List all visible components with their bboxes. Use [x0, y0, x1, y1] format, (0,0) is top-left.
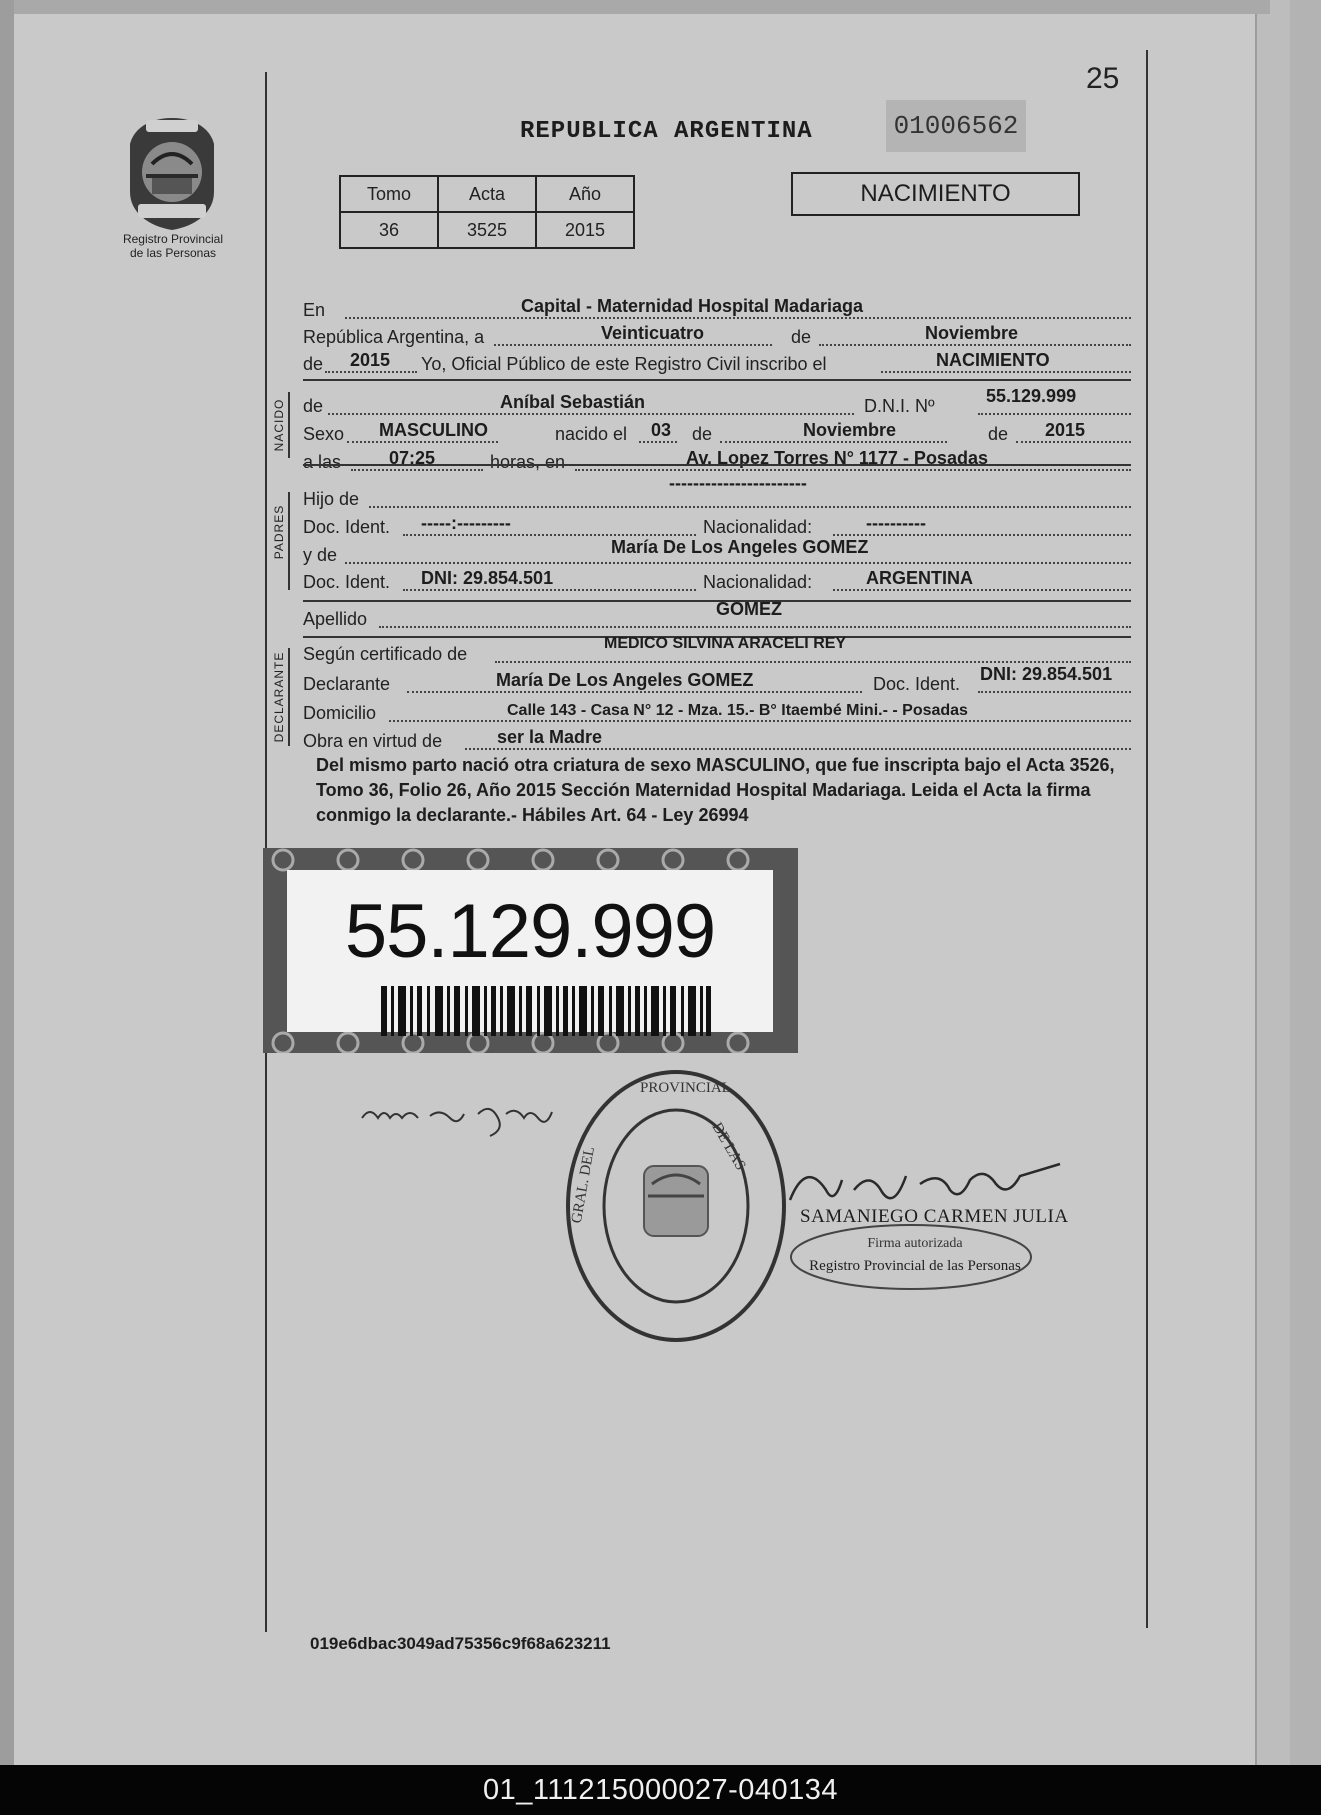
label-doc-ident3: Doc. Ident. [873, 674, 961, 694]
dots [819, 344, 1131, 346]
dots [978, 691, 1131, 693]
value-month: Noviembre [925, 323, 1019, 343]
registry-label [100, 232, 246, 260]
label-hijo-de: Hijo de [303, 489, 360, 509]
value-capacity: ser la Madre [497, 727, 603, 747]
value-year: 2015 [350, 350, 391, 370]
side-label-padres: PADRES [272, 504, 286, 560]
row-declarant [303, 664, 1131, 697]
serial-number: 01006562 [886, 100, 1026, 152]
register-header-acta: Acta [438, 176, 536, 212]
dots [389, 720, 1131, 722]
declarant-signature-icon [360, 1078, 560, 1138]
dots [833, 534, 1131, 536]
dots [347, 441, 498, 443]
observation-note: Del mismo parto nació otra criatura de sexo MASCULINO, que fue inscripta bajo el Acta 3526, Tomo 36, Folio 26, Año 2015 Sección Maternidad Hospital Madariaga. Leida el Acta la firma conmigo la declarante.- Hábiles Art. 64 - Ley 26994 [316, 755, 1115, 825]
value-birth-month: Noviembre [803, 420, 897, 440]
stamp-line2: Registro Provincial de las Personas [809, 1258, 1021, 1274]
row-sex [303, 417, 1131, 447]
label-nacionalidad: Nacionalidad: [703, 517, 813, 537]
dots [978, 413, 1131, 415]
dni-number-large: 55.129.999 [344, 889, 716, 974]
row-place [303, 293, 1131, 323]
row-mother [303, 538, 1131, 568]
registry-label-line1: Registro Provincial [122, 232, 224, 246]
register-table-header-row [340, 176, 634, 212]
svg-text:GRAL. DEL: GRAL. DEL [568, 1145, 599, 1225]
document-type-box: NACIMIENTO [791, 172, 1080, 216]
label-declarante: Declarante [303, 674, 391, 694]
official-seal-icon [562, 1066, 790, 1346]
label-de-name: de [303, 396, 324, 416]
value-birth-year: 2015 [1045, 420, 1086, 440]
value-dni: 55.129.999 [986, 386, 1077, 406]
row-address [303, 696, 1131, 726]
authorization-stamp-icon [788, 1222, 1034, 1292]
dots [351, 469, 483, 471]
dots [403, 534, 696, 536]
value-certificate: MEDICO SILVINA ARACELI REY [604, 635, 847, 652]
top-shadow [0, 0, 1270, 14]
value-address: Calle 143 - Casa N° 12 - Mza. 15.- B° Itaembé Mini.- - Posadas [507, 702, 968, 719]
right-margin-line [1146, 50, 1148, 1628]
row-date [303, 320, 1131, 350]
label-republica: República Argentina, a [303, 327, 485, 347]
country-heading: REPUBLICA ARGENTINA [520, 118, 813, 145]
dots [720, 441, 947, 443]
dots [407, 691, 862, 693]
row-father-doc [303, 510, 1131, 540]
side-label-nacido: NACIDO [272, 398, 286, 452]
dots [379, 626, 1131, 628]
dots [465, 748, 1131, 750]
dots [639, 441, 677, 443]
dots [494, 344, 772, 346]
label-dni: D.N.I. Nº [864, 396, 935, 416]
svg-text:DE LAS: DE LAS [708, 1120, 749, 1174]
province-crest-icon [122, 114, 222, 232]
dots [833, 589, 1131, 591]
dots [881, 371, 1131, 373]
label-de: de [791, 327, 812, 347]
label-y-de: y de [303, 545, 338, 565]
label-de-year: de [303, 354, 324, 374]
dots [495, 661, 1131, 663]
dni-barcode-label [263, 848, 798, 1053]
dots [345, 562, 1131, 564]
file-identifier: 01_111215000027-040134 [0, 1765, 1321, 1815]
value-mother: María De Los Angeles GOMEZ [611, 537, 869, 557]
label-oficial: Yo, Oficial Público de este Registro Civil inscribo el [421, 354, 827, 374]
value-mother-nat: ARGENTINA [866, 568, 973, 588]
row-father [303, 473, 1131, 512]
row-certificate [303, 637, 1131, 667]
value-act: NACIMIENTO [936, 350, 1050, 370]
value-declarant-doc: DNI: 29.854.501 [980, 664, 1113, 684]
register-value-tomo: 36 [340, 212, 438, 248]
section-bar-padres [288, 492, 290, 590]
dots [575, 469, 1131, 471]
label-doc-ident: Doc. Ident. [303, 517, 391, 537]
side-label-declarante: DECLARANTE [272, 651, 286, 743]
barcode-icon [381, 986, 711, 1036]
label-apellido: Apellido [303, 609, 368, 629]
value-mother-doc: DNI: 29.854.501 [421, 568, 554, 588]
row-time [303, 445, 1131, 475]
row-surname [303, 599, 1131, 632]
section-bar-nacido [288, 392, 290, 458]
row-year [303, 347, 1131, 377]
label-sexo: Sexo [303, 424, 345, 444]
value-father-nat: ---------- [866, 513, 926, 533]
value-father: ----------------------- [669, 473, 807, 493]
label-domicilio: Domicilio [303, 703, 377, 723]
dots [1016, 441, 1131, 443]
value-place: Capital - Maternidad Hospital Madariaga [521, 296, 864, 316]
register-header-anio: Año [536, 176, 634, 212]
label-en: En [303, 300, 326, 320]
left-shadow [0, 0, 14, 1765]
registry-label-line2: de las Personas [129, 246, 217, 260]
signer-name: SAMANIEGO CARMEN JULIA [800, 1206, 1069, 1227]
value-sex: MASCULINO [379, 420, 488, 440]
dots [403, 589, 696, 591]
stamp-line1: Firma autorizada [867, 1236, 963, 1251]
register-value-anio: 2015 [536, 212, 634, 248]
binding-strip [1290, 0, 1321, 1765]
value-birth-place: Av. Lopez Torres N° 1177 - Posadas [686, 448, 988, 468]
dots [325, 371, 417, 373]
value-father-doc: -----:--------- [421, 513, 511, 533]
section-bar-declarante [288, 648, 290, 746]
svg-text:PROVINCIAL: PROVINCIAL [640, 1080, 731, 1096]
label-horas-en: horas, en [490, 452, 566, 472]
register-value-acta: 3525 [438, 212, 536, 248]
row-capacity [303, 724, 1131, 754]
value-declarant: María De Los Angeles GOMEZ [496, 670, 754, 690]
row-mother-doc [303, 565, 1131, 595]
dots [328, 413, 854, 415]
page-number: 25 [1086, 62, 1120, 95]
label-obra: Obra en virtud de [303, 731, 443, 751]
separator-line [303, 379, 1131, 381]
label-de3: de [988, 424, 1009, 444]
label-nacionalidad2: Nacionalidad: [703, 572, 813, 592]
value-time: 07:25 [389, 448, 436, 468]
document-hash: 019e6dbac3049ad75356c9f68a623211 [310, 1634, 611, 1653]
dots [369, 506, 1131, 508]
row-name [303, 386, 1131, 419]
label-doc-ident2: Doc. Ident. [303, 572, 391, 592]
value-surname: GOMEZ [716, 599, 782, 619]
label-nacido-el: nacido el [555, 424, 628, 444]
barcode-label-face [287, 870, 773, 1032]
label-de2: de [692, 424, 713, 444]
register-table-value-row [340, 212, 634, 248]
register-header-tomo: Tomo [340, 176, 438, 212]
label-a-las: a las [303, 452, 342, 472]
value-day-words: Veinticuatro [601, 323, 705, 343]
register-table [339, 175, 635, 249]
value-birth-day: 03 [651, 420, 672, 440]
value-name: Aníbal Sebastián [500, 392, 646, 412]
separator-line [303, 464, 1131, 466]
dots [345, 317, 1131, 319]
label-segun: Según certificado de [303, 644, 468, 664]
